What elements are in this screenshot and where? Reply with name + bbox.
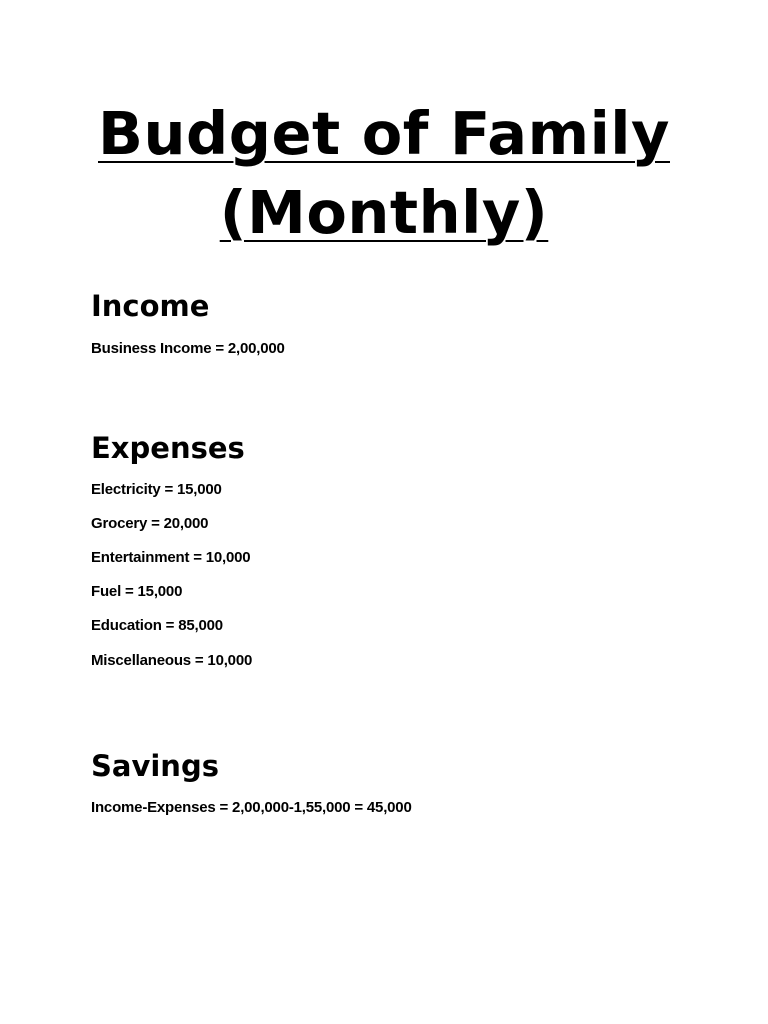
title-line-2-wrap [0,173,768,252]
savings-item-calculation: Income-Expenses = 2,00,000-1,55,000 = 45,000 [91,799,412,816]
income-item-business: Business Income = 2,00,000 [91,340,285,357]
expenses-heading: Expenses [91,431,245,465]
document-title [0,94,768,252]
income-heading: Income [91,289,210,323]
expense-item-fuel: Fuel = 15,000 [91,583,183,600]
expense-item-electricity: Electricity = 15,000 [91,481,222,498]
expense-item-grocery: Grocery = 20,000 [91,515,209,532]
expense-item-miscellaneous: Miscellaneous = 10,000 [91,652,253,669]
title-line-1-wrap [0,94,768,173]
title-line-2: (Monthly) [219,178,549,247]
title-line-1: Budget of Family [98,99,670,168]
savings-heading: Savings [91,749,219,783]
expense-item-entertainment: Entertainment = 10,000 [91,549,251,566]
expense-item-education: Education = 85,000 [91,617,223,634]
